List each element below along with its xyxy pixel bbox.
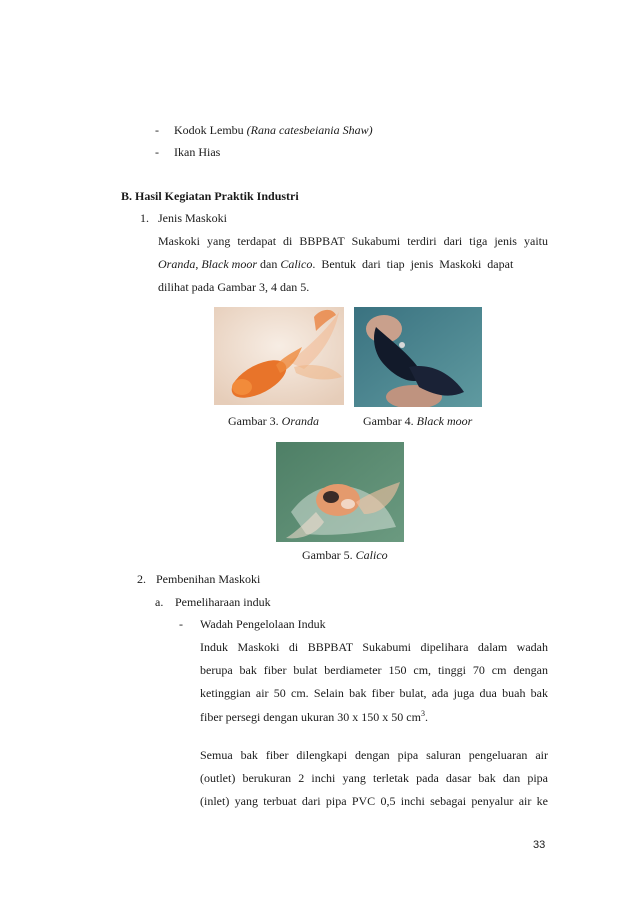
figure-caption-4 bbox=[363, 414, 472, 429]
bullet-dash: - bbox=[155, 123, 159, 137]
caption-name: Calico bbox=[355, 548, 388, 562]
paragraph-line-varieties bbox=[158, 257, 548, 272]
variety-oranda: Oranda bbox=[158, 257, 196, 271]
item-title: Jenis Maskoki bbox=[158, 211, 227, 225]
paragraph-text: fiber persegi dengan ukuran 30 x 150 x 50 cm bbox=[200, 710, 421, 724]
item-number: 2. bbox=[137, 572, 146, 586]
paragraph-line bbox=[200, 640, 548, 655]
paragraph-line bbox=[200, 709, 428, 725]
page-number: 33 bbox=[533, 839, 546, 851]
item-title: Pembenihan Maskoki bbox=[156, 572, 261, 586]
caption-name: Oranda bbox=[281, 414, 319, 428]
variety-black-moor: Black moor bbox=[201, 257, 257, 271]
paragraph-line bbox=[200, 771, 548, 786]
goldfish-oranda-image bbox=[214, 307, 344, 405]
figure-caption-3 bbox=[228, 414, 319, 429]
paragraph-text: Induk Maskoki di BBPBAT Sukabumi dipelihara dalam wadah bbox=[200, 640, 548, 654]
caption-label: Gambar 5. bbox=[302, 548, 356, 562]
paragraph-line bbox=[158, 234, 548, 249]
paragraph-text: (outlet) berukuran 2 inchi yang terletak pada dasar bak dan pipa bbox=[200, 771, 548, 785]
goldfish-black-moor-image bbox=[354, 307, 482, 407]
bullet-dash: - bbox=[155, 145, 159, 159]
caption-label: Gambar 4. bbox=[363, 414, 417, 428]
comma: , bbox=[195, 257, 202, 271]
conjunction: dan bbox=[257, 257, 281, 271]
sub-item-title: Pemeliharaan induk bbox=[175, 595, 271, 609]
paragraph-line bbox=[200, 663, 548, 678]
paragraph-tail: . Bentuk dari tiap jenis Maskoki dapat bbox=[312, 257, 514, 271]
variety-calico: Calico bbox=[280, 257, 313, 271]
superscript: 3 bbox=[420, 709, 425, 718]
figure-caption-5 bbox=[302, 548, 388, 563]
section-heading: B. Hasil Kegiatan Praktik Industri bbox=[121, 189, 299, 203]
paragraph-line bbox=[200, 686, 548, 701]
paragraph-text: ketinggian air 50 cm. Selain bak fiber bulat, ada juga dua buah bak bbox=[200, 686, 548, 700]
item-number: 1. bbox=[140, 211, 149, 225]
sub-item-letter: a. bbox=[155, 595, 164, 609]
goldfish-calico-image bbox=[276, 442, 404, 542]
bullet-text-ikan-hias: Ikan Hias bbox=[174, 145, 221, 159]
paragraph-text: Semua bak fiber dilengkapi dengan pipa saluran pengeluaran air bbox=[200, 748, 548, 762]
paragraph-text: (inlet) yang terbuat dari pipa PVC 0,5 inchi sebagai penyalur air ke bbox=[200, 794, 548, 808]
bullet-text: Kodok Lembu bbox=[174, 123, 247, 137]
caption-name: Black moor bbox=[416, 414, 473, 428]
period: . bbox=[424, 710, 428, 724]
sub-sub-dash: - bbox=[179, 617, 183, 631]
caption-label: Gambar 3. bbox=[228, 414, 282, 428]
photo-oranda bbox=[214, 307, 344, 405]
paragraph-text: Maskoki yang terdapat di BBPBAT Sukabumi terdiri dari tiga jenis yaitu bbox=[158, 234, 548, 248]
paragraph-line: dilihat pada Gambar 3, 4 dan 5. bbox=[158, 280, 310, 294]
paragraph-line bbox=[200, 794, 548, 809]
bullet-italic-text: (Rana catesbeiania Shaw) bbox=[246, 123, 373, 137]
photo-calico bbox=[276, 442, 404, 542]
variety-text bbox=[158, 257, 513, 272]
photo-black-moor bbox=[354, 307, 482, 407]
bullet-text-kodok-lembu bbox=[174, 123, 373, 138]
paragraph-text: berupa bak fiber bulat berdiameter 150 cm, tinggi 70 cm dengan bbox=[200, 663, 548, 677]
sub-sub-title: Wadah Pengelolaan Induk bbox=[200, 617, 326, 631]
paragraph-line bbox=[200, 748, 548, 763]
